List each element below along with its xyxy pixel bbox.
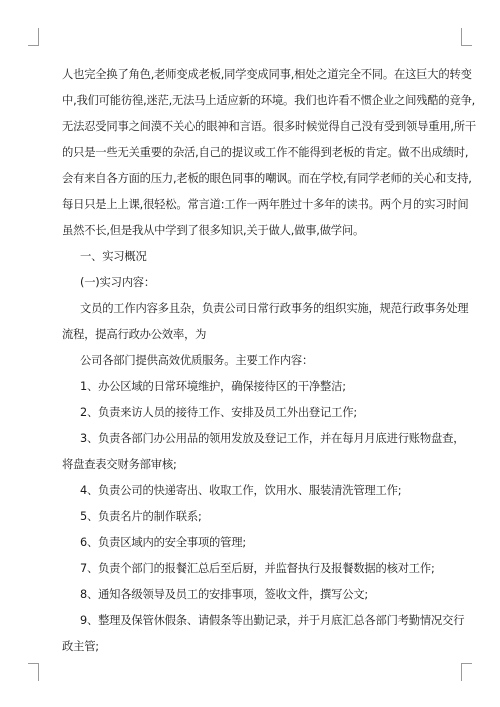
list-item: 4、负责公司的快递寄出、收取工作，饮用水、服装清洗管理工作; xyxy=(80,484,402,497)
crop-mark-top-right-horizontal xyxy=(461,45,472,46)
list-item: 7、负责个部门的报餐汇总后至后厨，并监督执行及报餐数据的核对工作; xyxy=(80,562,435,575)
list-item: 5、负责名片的制作联系; xyxy=(80,510,202,523)
list-item: 9、整理及保管休假条、请假条等出勤记录，并于月底汇总各部门考勤情况交行 xyxy=(80,614,465,627)
paragraph-line: 中,我们可能彷徨,迷茫,无法马上适应新的环境。我们也许看不惯企业之间残酷的竞争, xyxy=(62,94,476,107)
crop-mark-top-left-vertical xyxy=(38,28,39,46)
paragraph-line: 人也完全换了角色,老师变成老板,同学变成同事,相处之道完全不同。在这巨大的转变 xyxy=(62,68,472,81)
list-item: 2、负责来访人员的接待工作、安排及员工外出登记工作; xyxy=(80,406,357,419)
paragraph-line: 文员的工作内容多且杂，负责公司日常行政事务的组织实施，规范行政事务处理 xyxy=(80,302,469,315)
paragraph-line: 虽然不长,但是我从中学到了很多知识,关于做人,做事,做学问。 xyxy=(62,224,365,237)
paragraph-line: 会有来自各方面的压力,老板的眼色同事的嘲讽。而在学校,有同学老师的关心和支持, xyxy=(62,172,472,185)
crop-mark-bottom-right-horizontal xyxy=(461,663,472,664)
list-item-continuation: 将盘查表交财务部审核; xyxy=(62,458,177,471)
section-heading: 一、实习概况 xyxy=(80,250,147,263)
paragraph-line: 公司各部门提供高效优质服务。主要工作内容： xyxy=(80,354,314,367)
crop-mark-bottom-right-vertical xyxy=(461,663,462,681)
list-item: 1、办公区域的日常环境维护，确保接待区的干净整洁; xyxy=(80,380,346,393)
paragraph-line: 流程，提高行政办公效率，为 xyxy=(62,328,207,341)
list-item-continuation: 政主管; xyxy=(62,640,99,653)
list-item: 6、负责区域内的安全事项的管理; xyxy=(80,536,246,549)
crop-mark-top-right-vertical xyxy=(461,28,462,46)
paragraph-line: 每日只是上上课,很轻松。常言道:工作一两年胜过十多年的读书。两个月的实习时间 xyxy=(62,198,469,211)
list-item: 8、通知各级领导及员工的安排事项，签收文件，撰写公文; xyxy=(80,588,369,601)
crop-mark-top-left-horizontal xyxy=(28,45,39,46)
list-item: 3、负责各部门办公用品的领用发放及登记工作，并在每月月底进行账物盘查， xyxy=(80,432,465,445)
paragraph-line: 无法忍受同事之间漠不关心的眼神和言语。很多时候觉得自己没有受到领导重用,所干 xyxy=(62,120,476,133)
crop-mark-bottom-left-horizontal xyxy=(28,663,39,664)
crop-mark-bottom-left-vertical xyxy=(38,663,39,681)
paragraph-line: 的只是一些无关重要的杂活,自己的提议或工作不能得到老板的肯定。做不出成绩时, xyxy=(62,146,469,159)
subsection-heading: (一)实习内容： xyxy=(80,276,155,289)
